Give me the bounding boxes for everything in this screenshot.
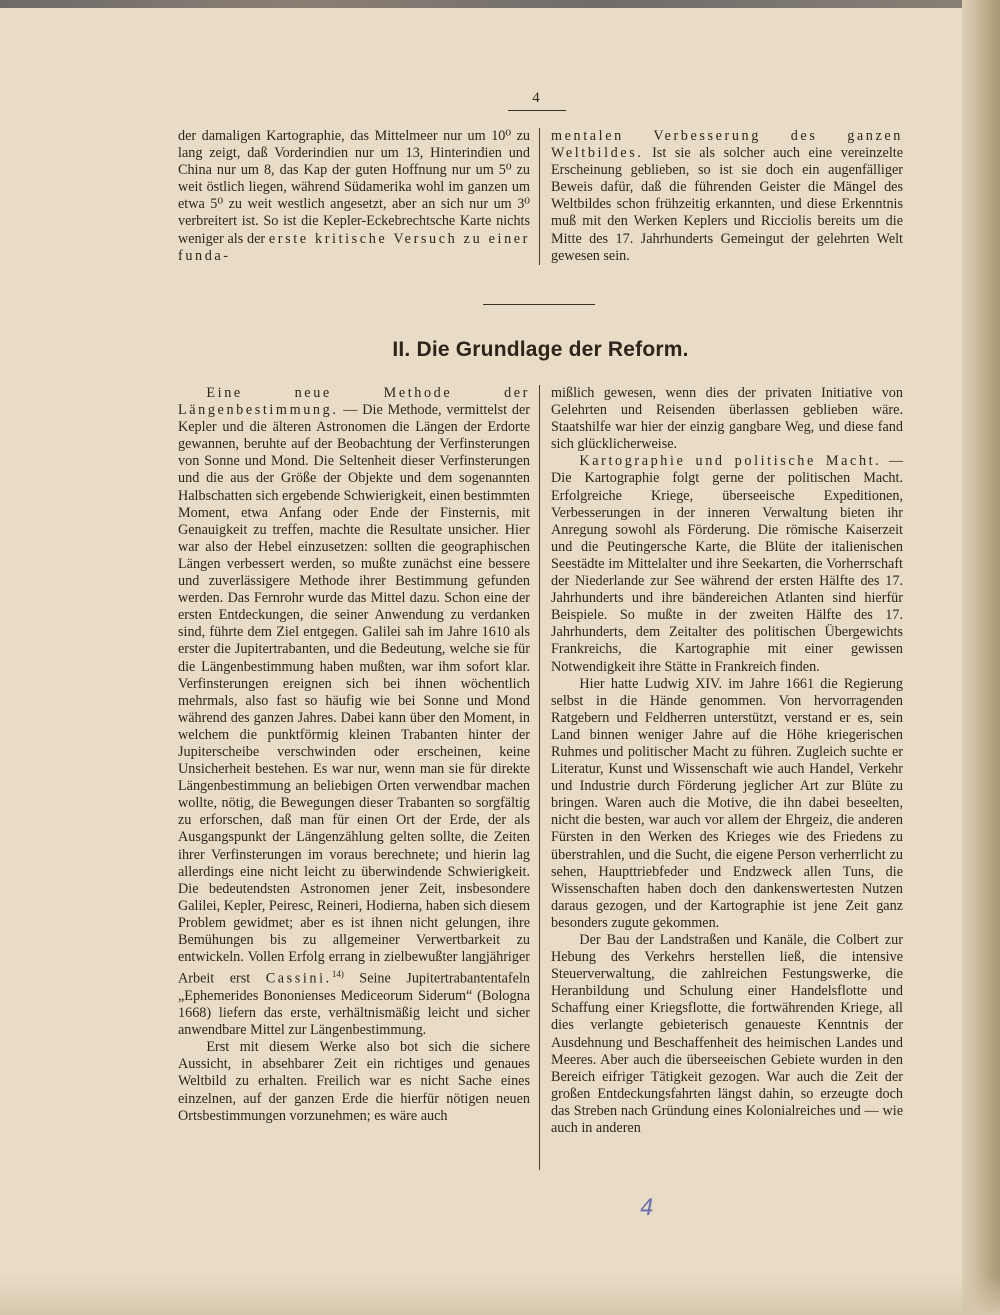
- intro-column-divider: [539, 128, 540, 265]
- intro-left-text: der damaligen Kartographie, das Mittelmeer nur um 10⁰ zu lang zeigt, daß Vorderindien nur um 13, Hinterindien und China nur um 8, das Kap der guten Hoffnung nur um 5⁰ zu weit östlich liegen, während Südamerika wohl im ganzen um etwa 5⁰ zu weit westlich angesetzt, aber an sich nur um 3⁰ verbreitert ist. So ist die Kepler-Eckebrechtsche Karte nichts weniger als der: [178, 128, 530, 247]
- right-paragraph-1: mißlich gewesen, wenn dies der privaten Initiative von Gelehrten und Reisenden überlassen geblieben wäre. Staatshilfe war hier der einzig gangbare Weg, und diese fand sich glücklicherweise.: [551, 385, 903, 453]
- intro-left-emphasis: erste kritische Versuch zu einer funda-: [178, 230, 530, 264]
- main-left-column: [178, 385, 530, 1125]
- left-p1-footnote: 14): [331, 969, 344, 980]
- main-right-column: [551, 385, 903, 1137]
- intro-left-paragraph: [178, 128, 530, 265]
- right-paragraph-4: Der Bau der Landstraßen und Kanäle, die Colbert zur Hebung des Verkehrs herstellen ließ, die intensive Steuerverwaltung, die zahlreichen Festungswerke, die Heranbildung und Schulung einer Handelsflotte und Schaffung einer Kriegsflotte, die fortwährenden Kriege, all dies verlangte gebieterisch genaueste Kenntnis der Ausdehnung und Beschaffenheit des heimischen Landes und Meeres. Aber auch die überseeischen Gebiete wurden in den Bereich eifriger Tätigkeit gezogen. War auch die Zeit der großen Entdeckungsfahrten längst dahin, so erzeugte doch das Streben nach Gründung eines Kolonialreiches und — wie auch in anderen: [551, 932, 903, 1137]
- left-p1-text: — Die Methode, vermittelst der Kepler und die älteren Astronomen die Längen der Erdorte gewannen, beruhte auf der Beobachtung der Verfinsterungen von Sonne und Mond. Die Seltenheit dieser Verfinsterungen und die aus der Größe der Objekte und dem sogenannten Halbschatten sich ergebende Schwierigkeit, einen bestimmten Moment, etwa Anfang oder Ende der Finsternis, mit Genauigkeit zu treffen, machte die Resultate unsicher. Hier war also der Hebel einzusetzen: sollten die geographischen Längen verbessert werden, so mußte zunächst eine bessere und zuverlässigere Methode ihrer Bestimmung gefunden werden. Das Fernrohr wurde das Mittel dazu. Schon eine der ersten Entdeckungen, die seiner Anwendung zu verdanken sind, führte dem Ziel entgegen. Galilei sah im Jahre 1610 als erster die Jupitertrabanten, und die Bedeutung, welche sie für die Längenbestimmung haben mußten, war ihm sofort klar. Verfinsterungen ereignen sich bei ihnen wöchentlich mehrmals, also fast so häufig wie bei Sonne und Mond während des ganzen Jahres. Dabei kann über den Moment, in welchem die punktförmig kleinen Trabanten hinter der Jupiterscheibe verschwinden oder erscheinen, keine Unsicherheit bestehen. Es war nur, wenn man sie für direkte Längenbestimmung an beliebigen Orten verwendbar machen wollte, nötig, die Bewegungen dieser Trabanten so sorgfältig zu erforschen, daß man für einen Ort der Erde, der als Ausgangspunkt der Längenzählung gelten sollte, die Zeiten ihrer Verfinsterungen im voraus berechnete; und hierin lag allerdings eine nicht leicht zu überwindende Schwierigkeit. Die bedeutendsten Astronomen jener Zeit, insbesondere Galilei, Kepler, Peiresc, Reineri, Hodierna, haben sich diesem Problem gewidmet; aber es ist ihnen nicht gelungen, ihre Bemühungen bis zu allgemeiner Verwertbarkeit zu entwickeln. Vollen Erfolg errang in zielbewußter langjähriger Arbeit erst: [178, 402, 530, 987]
- intro-left-column: [178, 128, 530, 265]
- left-paragraph-1: [178, 385, 530, 1039]
- left-p1-name: Cassini.: [265, 970, 332, 987]
- pencil-annotation: 4: [640, 1196, 654, 1221]
- intro-right-emphasis: mentalen Verbesserung des ganzen Weltbildes.: [551, 128, 903, 162]
- intro-right-paragraph: [551, 128, 903, 265]
- intro-right-column: [551, 128, 903, 265]
- page-right-edge: [962, 0, 1000, 1315]
- section-divider: [483, 304, 595, 305]
- right-p2-emphasis: Kartographie und politische Macht.: [579, 453, 882, 470]
- section-heading: II. Die Grundlage der Reform.: [392, 338, 689, 361]
- left-paragraph-2: Erst mit diesem Werke also bot sich die sichere Aussicht, in absehbarer Zeit ein richtiges und genaues Weltbild zu erhalten. Freilich war es nicht Sache eines einzelnen, auf der ganzen Erde die hierfür nötigen neuen Ortsbestimmungen vorzunehmen; es wäre auch: [178, 1039, 530, 1124]
- page-number: 4: [532, 90, 540, 106]
- page-number-rule: [508, 110, 566, 111]
- intro-right-text: Ist sie als solcher auch eine vereinzelte Erscheinung geblieben, so ist sie doch ein augenfälliger Beweis dafür, daß die führenden Geister die Mängel des Weltbildes schon frühzeitig erkannten, und diese Erkenntnis muß mit den Werken Keplers und Ricciolis bereits um die Mitte des 17. Jahrhunderts Gemeingut der gelehrten Welt gewesen sein.: [551, 145, 903, 264]
- right-paragraph-3: Hier hatte Ludwig XIV. im Jahre 1661 die Regierung selbst in die Hände genommen. Von hervorragenden Ratgebern und Feldherren unterstützt, verstand er es, sein Land binnen weniger Jahre auf die Höhe kriegerischen Ruhmes und politischer Macht zu führen. Zugleich suchte er Literatur, Kunst und Wissenschaft wie auch Handel, Verkehr und Industrie durch Förderung jeglicher Art zur Blüte zu bringen. Waren auch die Motive, die ihn dabei beseelten, nicht die besten, war auch vor allem der Ehrgeiz, die anderen Fürsten in den Werken des Krieges wie des Friedens zu überstrahlen, und die Sucht, die eigene Person verherrlicht zu sehen, Haupttriebfeder und Endzweck allen Tuns, die Wissenschaften haben doch den dankenswertesten Nutzen daraus gezogen, und der Kartographie ist jene Zeit ganz besonders zugute gekommen.: [551, 675, 903, 931]
- right-paragraph-2: [551, 453, 903, 675]
- left-p1-tail: Seine Jupitertrabantentafeln „Ephemerides Bononienses Mediceorum Siderum“ (Bologna 1668) liefern das erste, verhältnismäßig leicht und sicher anwendbare Mittel zur Längenbestimmung.: [178, 970, 530, 1039]
- page-top-edge: [0, 0, 1000, 8]
- main-column-divider: [539, 385, 540, 1170]
- left-p1-emphasis: Eine neue Methode der Längenbestimmung.: [178, 385, 530, 419]
- right-p2-text: — Die Kartographie folgt gerne der politischen Macht. Erfolgreiche Kriege, überseeische Expeditionen, Verbesserungen in der inneren Verwaltung bieten ihr Anregung sowohl als Förderung. Die römische Kaiserzeit und die Peutingersche Karte, die Blüte der italienischen Seestädte im Mittelalter und ihre Seekarten, die Vorherrschaft der Niederlande zur See während der ersten Hälfte des 17. Jahrhunderts und ihre bändereichen Atlanten sind hierfür Beispiele. So mußte in der zweiten Hälfte des 17. Jahrhunderts, dem Zeitalter des politischen Übergewichts Frankreichs, die Kartographie mit einer gewissen Notwendigkeit ihre Stätte in Frankreich finden.: [551, 453, 903, 675]
- page-bottom-shade: [0, 1275, 1000, 1315]
